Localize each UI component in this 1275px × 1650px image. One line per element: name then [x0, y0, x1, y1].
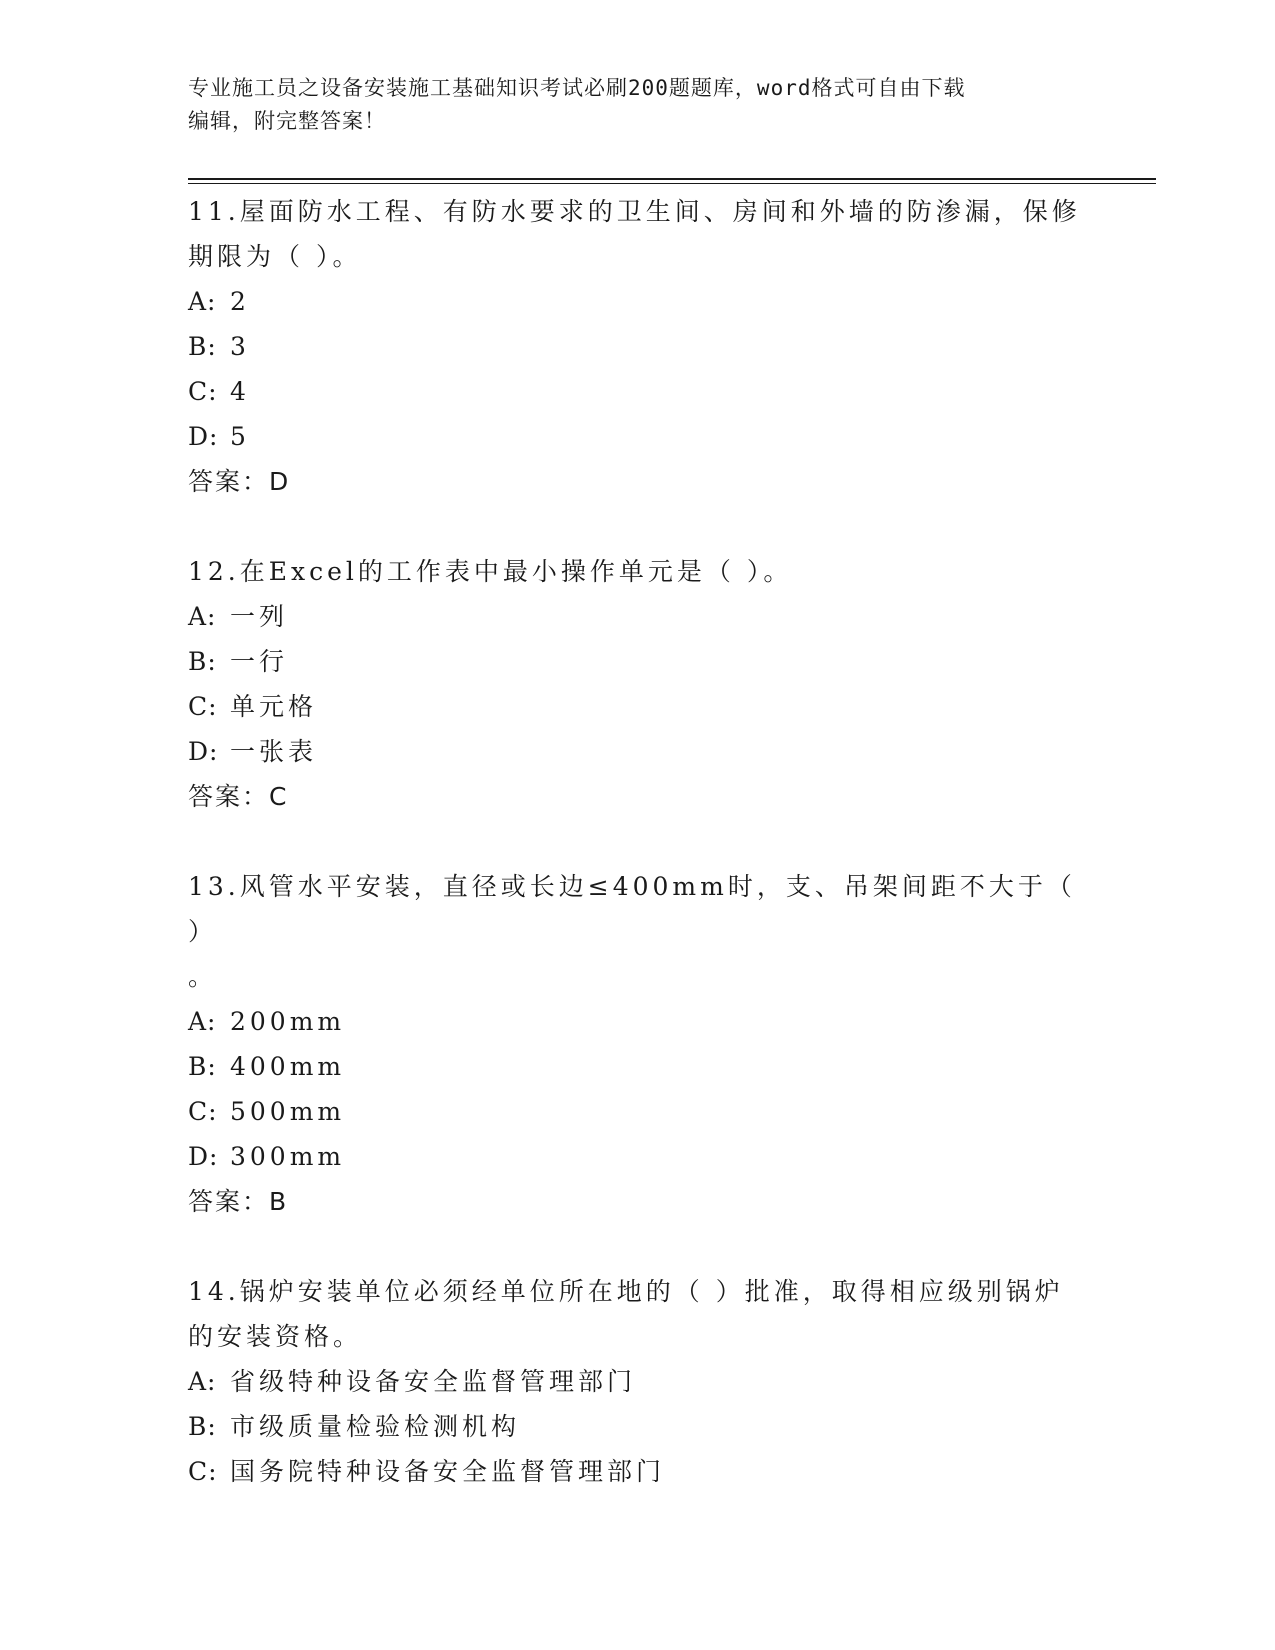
option-label: B: — [188, 1412, 217, 1441]
option-d — [188, 1134, 1088, 1179]
option-label: B: — [188, 1052, 217, 1081]
option-label: B: — [188, 647, 217, 676]
question-14 — [188, 1269, 1088, 1494]
option-text: 一张表 — [230, 737, 318, 766]
option-text: 400mm — [230, 1052, 346, 1081]
option-d — [188, 414, 1088, 459]
option-a — [188, 594, 1088, 639]
header-divider-thin — [188, 183, 1156, 184]
question-stem-continued: 。 — [188, 962, 218, 991]
option-label: A: — [188, 602, 217, 631]
option-label: C: — [188, 377, 218, 406]
option-text: 300mm — [230, 1142, 346, 1171]
option-b — [188, 1404, 1088, 1449]
option-label: C: — [188, 1457, 218, 1486]
document-header — [188, 72, 1068, 138]
header-title-line2: 编辑，附完整答案！ — [188, 109, 386, 133]
spacer — [188, 504, 1088, 549]
option-c — [188, 369, 1088, 414]
option-text: 省级特种设备安全监督管理部门 — [230, 1367, 637, 1396]
option-text: 一列 — [230, 602, 289, 631]
option-b — [188, 324, 1088, 369]
option-c — [188, 1089, 1088, 1134]
option-label: C: — [188, 1097, 218, 1126]
spacer — [188, 1224, 1088, 1269]
option-text: 3 — [230, 332, 250, 361]
option-label: A: — [188, 1007, 217, 1036]
question-12 — [188, 549, 1088, 819]
option-label: D: — [188, 737, 219, 766]
answer-line: 答案：D — [188, 467, 291, 496]
option-text: 2 — [230, 287, 250, 316]
option-text: 200mm — [230, 1007, 346, 1036]
option-text: 4 — [230, 377, 250, 406]
question-stem: 14.锅炉安装单位必须经单位所在地的（ ）批准，取得相应级别锅炉 — [188, 1277, 1064, 1306]
option-text: 国务院特种设备安全监督管理部门 — [230, 1457, 666, 1486]
option-label: A: — [188, 1367, 217, 1396]
option-text: 5 — [230, 422, 250, 451]
option-text: 市级质量检验检测机构 — [230, 1412, 521, 1441]
option-c — [188, 684, 1088, 729]
option-text: 一行 — [230, 647, 289, 676]
option-text: 500mm — [230, 1097, 346, 1126]
question-stem-continued: 期限为（ ）。 — [188, 242, 362, 271]
answer-line: 答案：C — [188, 782, 289, 811]
option-a — [188, 279, 1088, 324]
option-c — [188, 1449, 1088, 1494]
question-list — [188, 189, 1088, 1494]
question-11 — [188, 189, 1088, 504]
option-label: B: — [188, 332, 217, 361]
option-label: D: — [188, 1142, 219, 1171]
option-label: A: — [188, 287, 217, 316]
header-title-line1: 专业施工员之设备安装施工基础知识考试必刷200题题库，word格式可自由下载 — [188, 76, 966, 100]
option-text: 单元格 — [230, 692, 318, 721]
option-b — [188, 639, 1088, 684]
question-stem: 12.在Excel的工作表中最小操作单元是（ ）。 — [188, 557, 793, 586]
question-stem-continued: 的安装资格。 — [188, 1322, 363, 1351]
option-b — [188, 1044, 1088, 1089]
question-13 — [188, 864, 1088, 1224]
option-label: D: — [188, 422, 219, 451]
option-d — [188, 729, 1088, 774]
option-a — [188, 999, 1088, 1044]
header-divider-thick — [188, 178, 1156, 180]
answer-line: 答案：B — [188, 1187, 289, 1216]
question-stem: 13.风管水平安装，直径或长边≤400mm时，支、吊架间距不大于（ ） — [188, 872, 1076, 946]
option-label: C: — [188, 692, 218, 721]
question-stem: 11.屋面防水工程、有防水要求的卫生间、房间和外墙的防渗漏，保修 — [188, 197, 1081, 226]
spacer — [188, 819, 1088, 864]
option-a — [188, 1359, 1088, 1404]
